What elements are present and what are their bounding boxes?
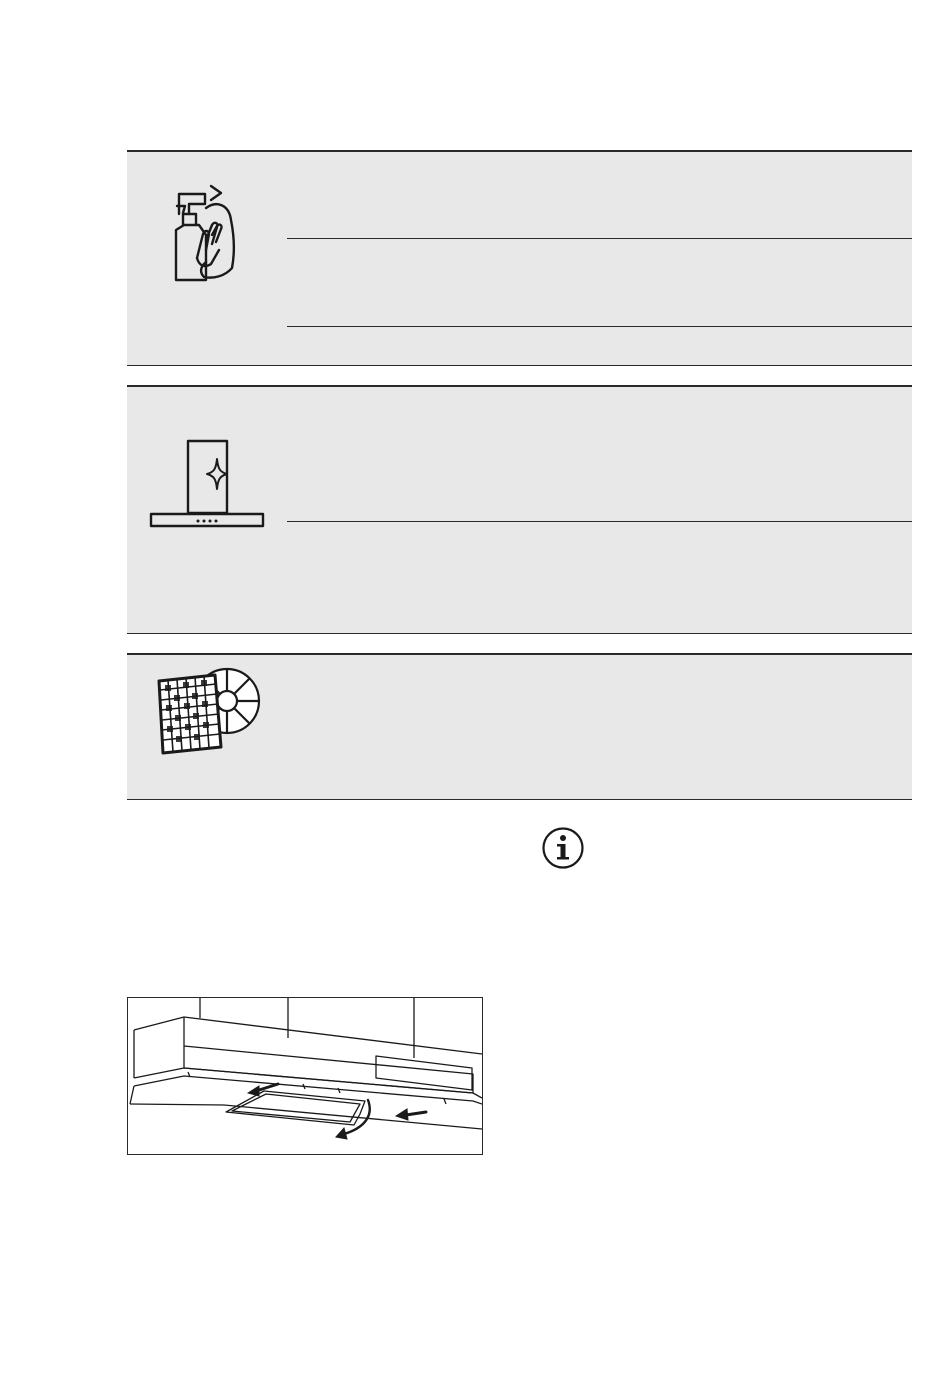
filters-panel [127,653,912,800]
spray-bottle-cloth-icon [159,180,249,285]
hood-care-panel [127,385,912,634]
row-divider [287,521,912,522]
info-icon [541,826,585,870]
clean-hood-sparkle-icon [147,439,267,529]
cleaning-panel [127,150,912,366]
grease-filter-and-carbon-filter-icon [153,665,263,760]
row-divider [287,326,912,327]
filter-removal-illustration [127,997,483,1155]
row-divider [287,238,912,239]
